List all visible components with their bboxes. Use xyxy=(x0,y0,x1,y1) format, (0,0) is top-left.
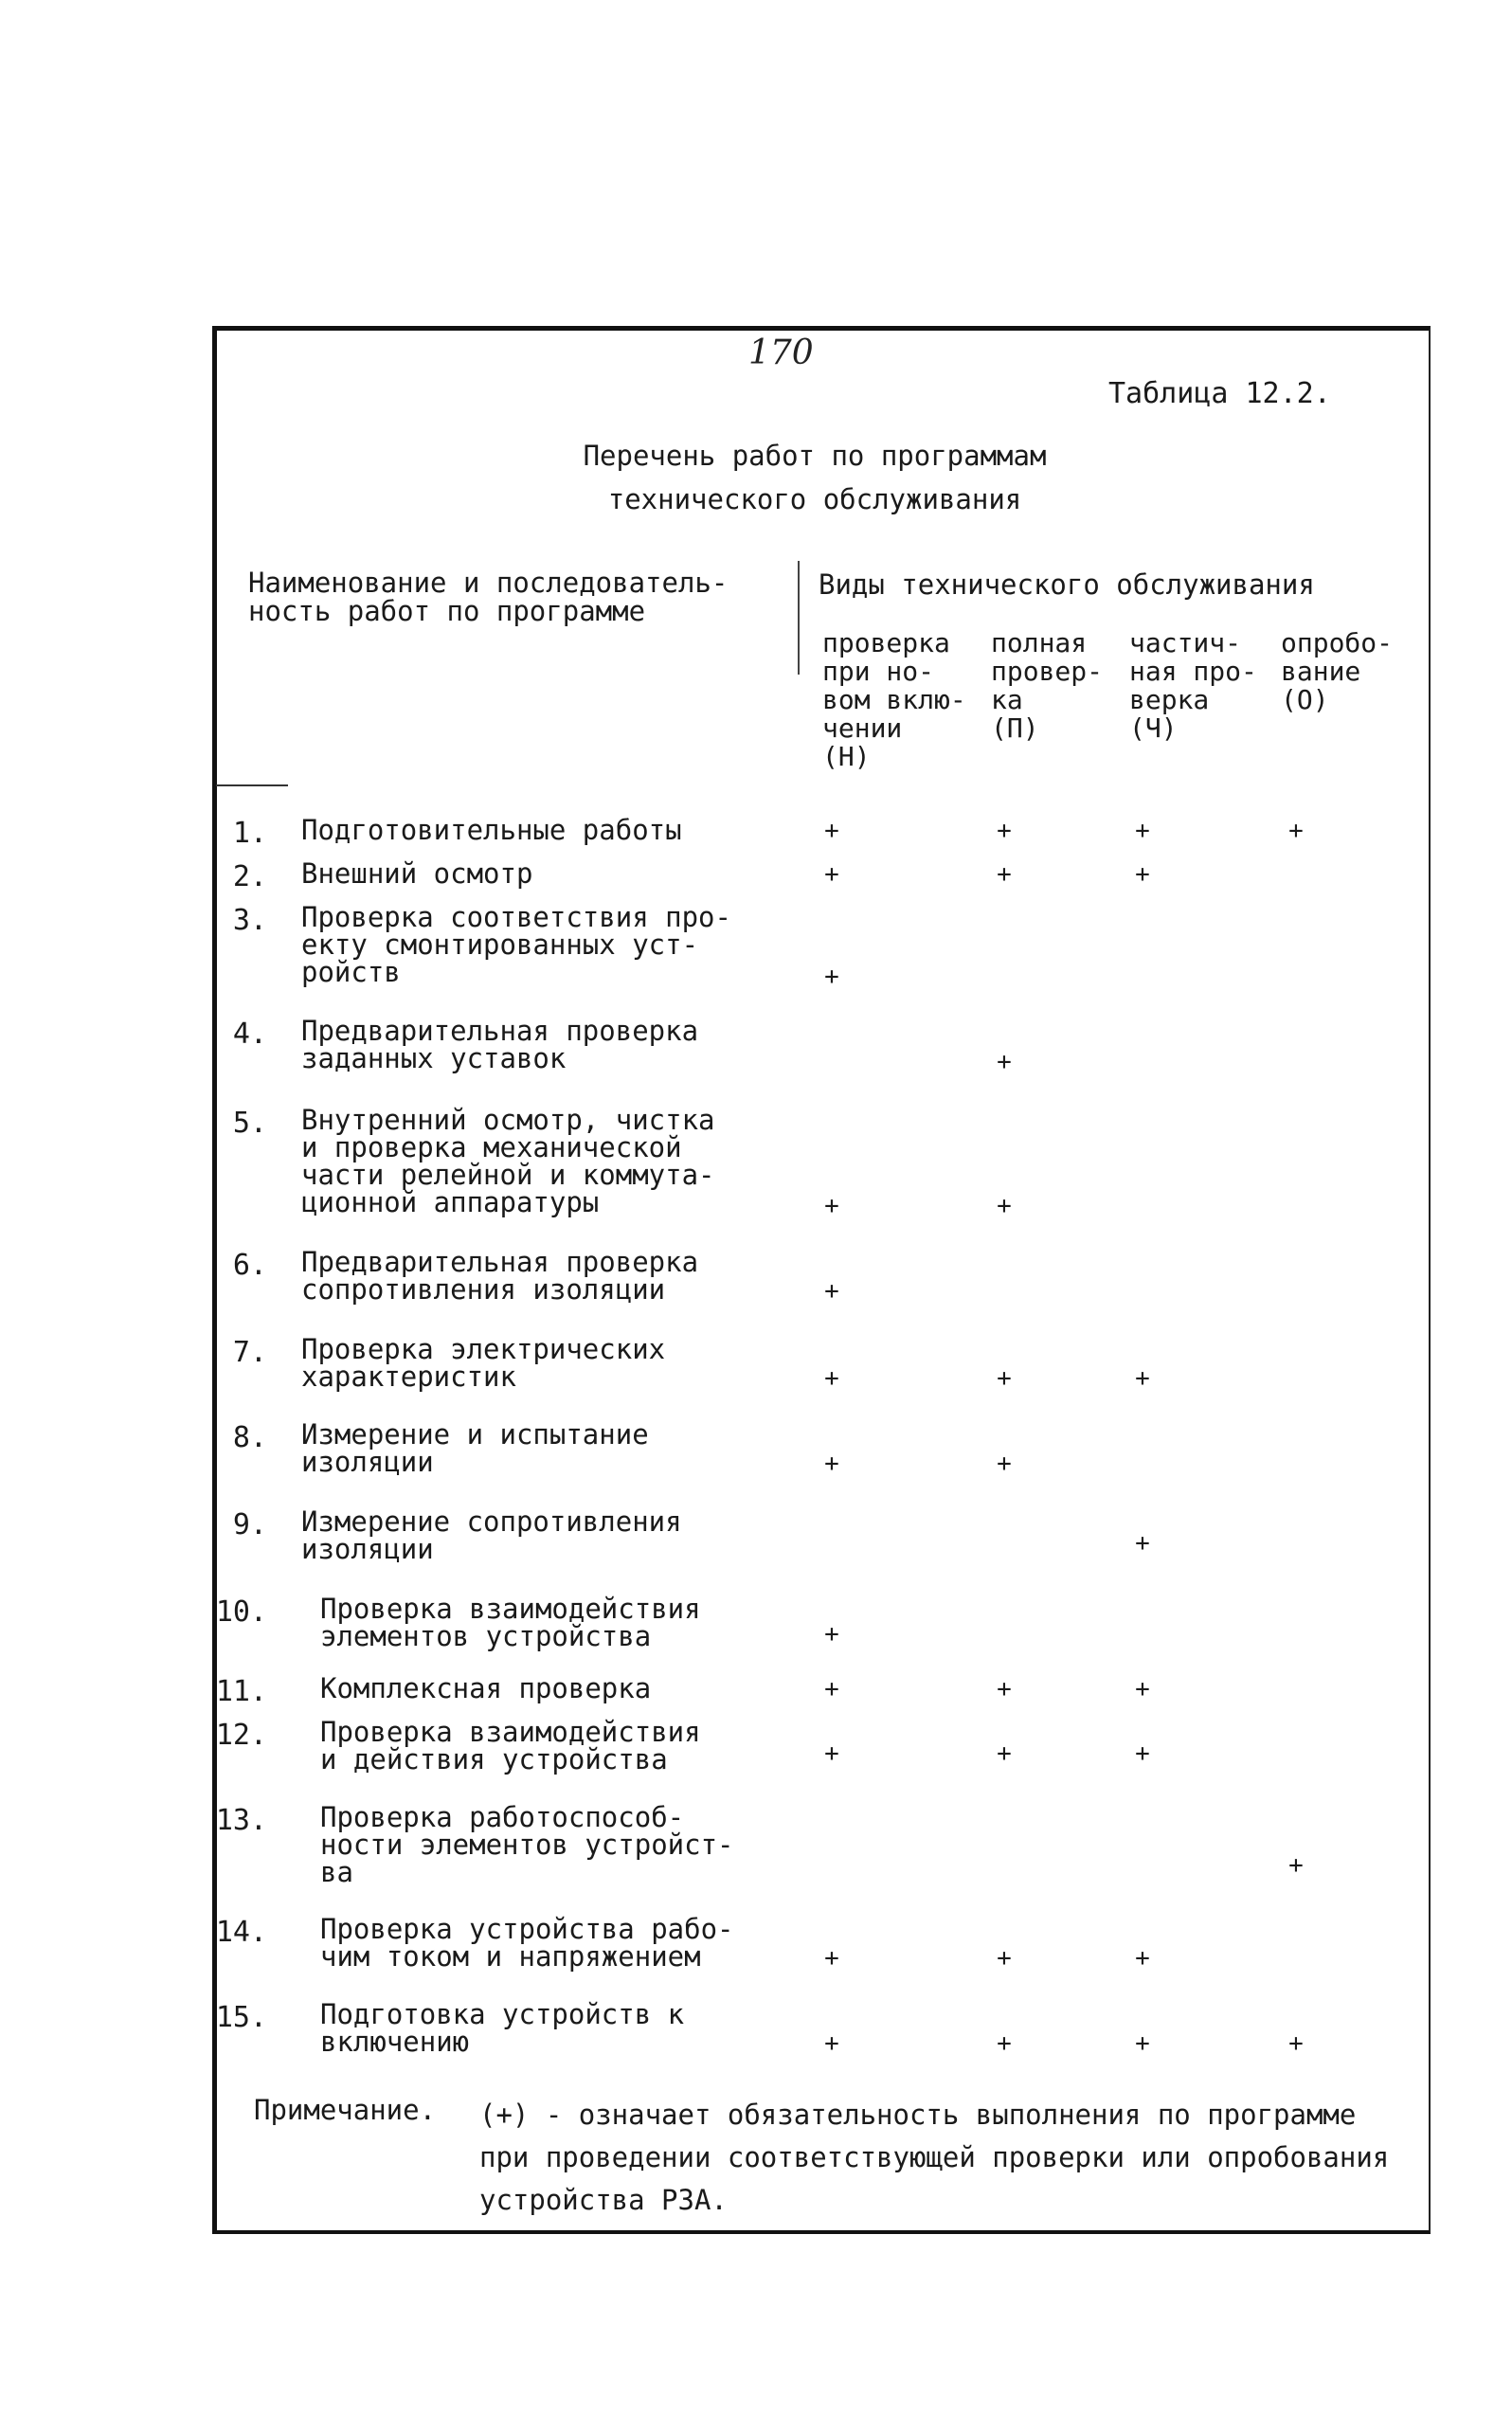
check-mark: + xyxy=(1135,1364,1150,1393)
row-number: 10. xyxy=(215,1595,267,1629)
row-number: 12. xyxy=(215,1719,267,1752)
check-mark: + xyxy=(1135,817,1150,845)
check-mark: + xyxy=(997,817,1012,845)
row-number: 7. xyxy=(232,1336,267,1369)
check-mark: + xyxy=(997,1048,1012,1076)
row-number: 15. xyxy=(215,2001,267,2034)
row-text: Внешний осмотр xyxy=(301,857,533,890)
check-mark: + xyxy=(997,1450,1012,1478)
check-mark: + xyxy=(1135,1944,1150,1973)
row-text: Проверка взаимодействия и действия устройства xyxy=(320,1716,701,1775)
check-mark: + xyxy=(824,1944,839,1973)
table-title xyxy=(512,434,1118,521)
row-text: Проверка соответствия про- екту смонтированных уст- ройств xyxy=(301,901,731,988)
row-text: Измерение сопротивления изоляции xyxy=(301,1505,682,1565)
check-mark: + xyxy=(1135,2029,1150,2058)
row-text: Внутренний осмотр, чистка и проверка механической части релейной и коммута- ционной аппаратуры xyxy=(301,1104,715,1218)
row-text: Комплексная проверка xyxy=(320,1672,652,1704)
title-line-1: Перечень работ по программам xyxy=(583,440,1047,472)
check-mark: + xyxy=(997,2029,1012,2058)
check-mark: + xyxy=(1288,2029,1304,2058)
row-number: 4. xyxy=(232,1018,267,1051)
table-number: Таблица 12.2. xyxy=(1108,377,1331,410)
header-divider xyxy=(798,561,800,675)
row-number: 5. xyxy=(232,1107,267,1140)
header-right: Виды технического обслуживания xyxy=(819,568,1315,601)
check-mark: + xyxy=(997,1675,1012,1703)
check-mark: + xyxy=(1135,860,1150,889)
check-mark: + xyxy=(1288,817,1304,845)
check-mark: + xyxy=(997,860,1012,889)
check-mark: + xyxy=(824,963,839,991)
row-text: Предварительная проверка сопротивления изоляции xyxy=(301,1246,699,1306)
row-text: Подготовительные работы xyxy=(301,814,682,846)
row-text: Подготовка устройств к включению xyxy=(320,1998,685,2058)
row-text: Предварительная проверка заданных уставок xyxy=(301,1015,699,1074)
note-label: Примечание. xyxy=(254,2094,437,2126)
row-number: 6. xyxy=(232,1249,267,1282)
note-text: (+) - означает обязательность выполнения по программе при проведении соответствующей проверки или опробования устройства РЗА. xyxy=(479,2099,1390,2216)
check-mark: + xyxy=(824,1620,839,1649)
check-mark: + xyxy=(824,1277,839,1306)
row-text: Проверка работоспособ- ности элементов устройст- ва xyxy=(320,1801,734,1888)
row-number: 8. xyxy=(232,1421,267,1454)
check-mark: + xyxy=(997,1944,1012,1973)
row-number: 14. xyxy=(215,1916,267,1949)
row-text: Измерение и испытание изоляции xyxy=(301,1418,649,1478)
check-mark: + xyxy=(1135,1529,1150,1558)
row-number: 1. xyxy=(232,817,267,850)
check-mark: + xyxy=(1135,1739,1150,1768)
row-text: Проверка взаимодействия элементов устройства xyxy=(320,1593,701,1652)
column-header-ch: частич- ная про- верка (Ч) xyxy=(1129,627,1257,744)
check-mark: + xyxy=(1135,1675,1150,1703)
column-header-p: полная провер- ка (П) xyxy=(991,627,1104,744)
check-mark: + xyxy=(824,1450,839,1478)
check-mark: + xyxy=(824,1675,839,1703)
title-line-2: технического обслуживания xyxy=(607,483,1022,515)
column-header-o: опробо- вание (О) xyxy=(1281,627,1394,715)
check-mark: + xyxy=(824,860,839,889)
row-number: 11. xyxy=(215,1675,267,1708)
row-text: Проверка устройства рабо- чим током и напряжением xyxy=(320,1913,734,1973)
check-mark: + xyxy=(997,1364,1012,1393)
header-left: Наименование и последователь- ность работ по программе xyxy=(248,567,729,627)
row-number: 13. xyxy=(215,1804,267,1837)
check-mark: + xyxy=(997,1192,1012,1220)
check-mark: + xyxy=(824,817,839,845)
check-mark: + xyxy=(824,2029,839,2058)
column-header-n: проверка при но- вом вклю- чении (Н) xyxy=(822,627,966,772)
row-number: 9. xyxy=(232,1508,267,1541)
row-number: 3. xyxy=(232,904,267,937)
check-mark: + xyxy=(1288,1851,1304,1880)
page-number: 170 xyxy=(748,333,814,372)
check-mark: + xyxy=(824,1739,839,1768)
row-text: Проверка электрических характеристик xyxy=(301,1333,666,1393)
check-mark: + xyxy=(824,1364,839,1393)
header-rule xyxy=(216,784,288,786)
check-mark: + xyxy=(997,1739,1012,1768)
check-mark: + xyxy=(824,1192,839,1220)
row-number: 2. xyxy=(232,860,267,893)
